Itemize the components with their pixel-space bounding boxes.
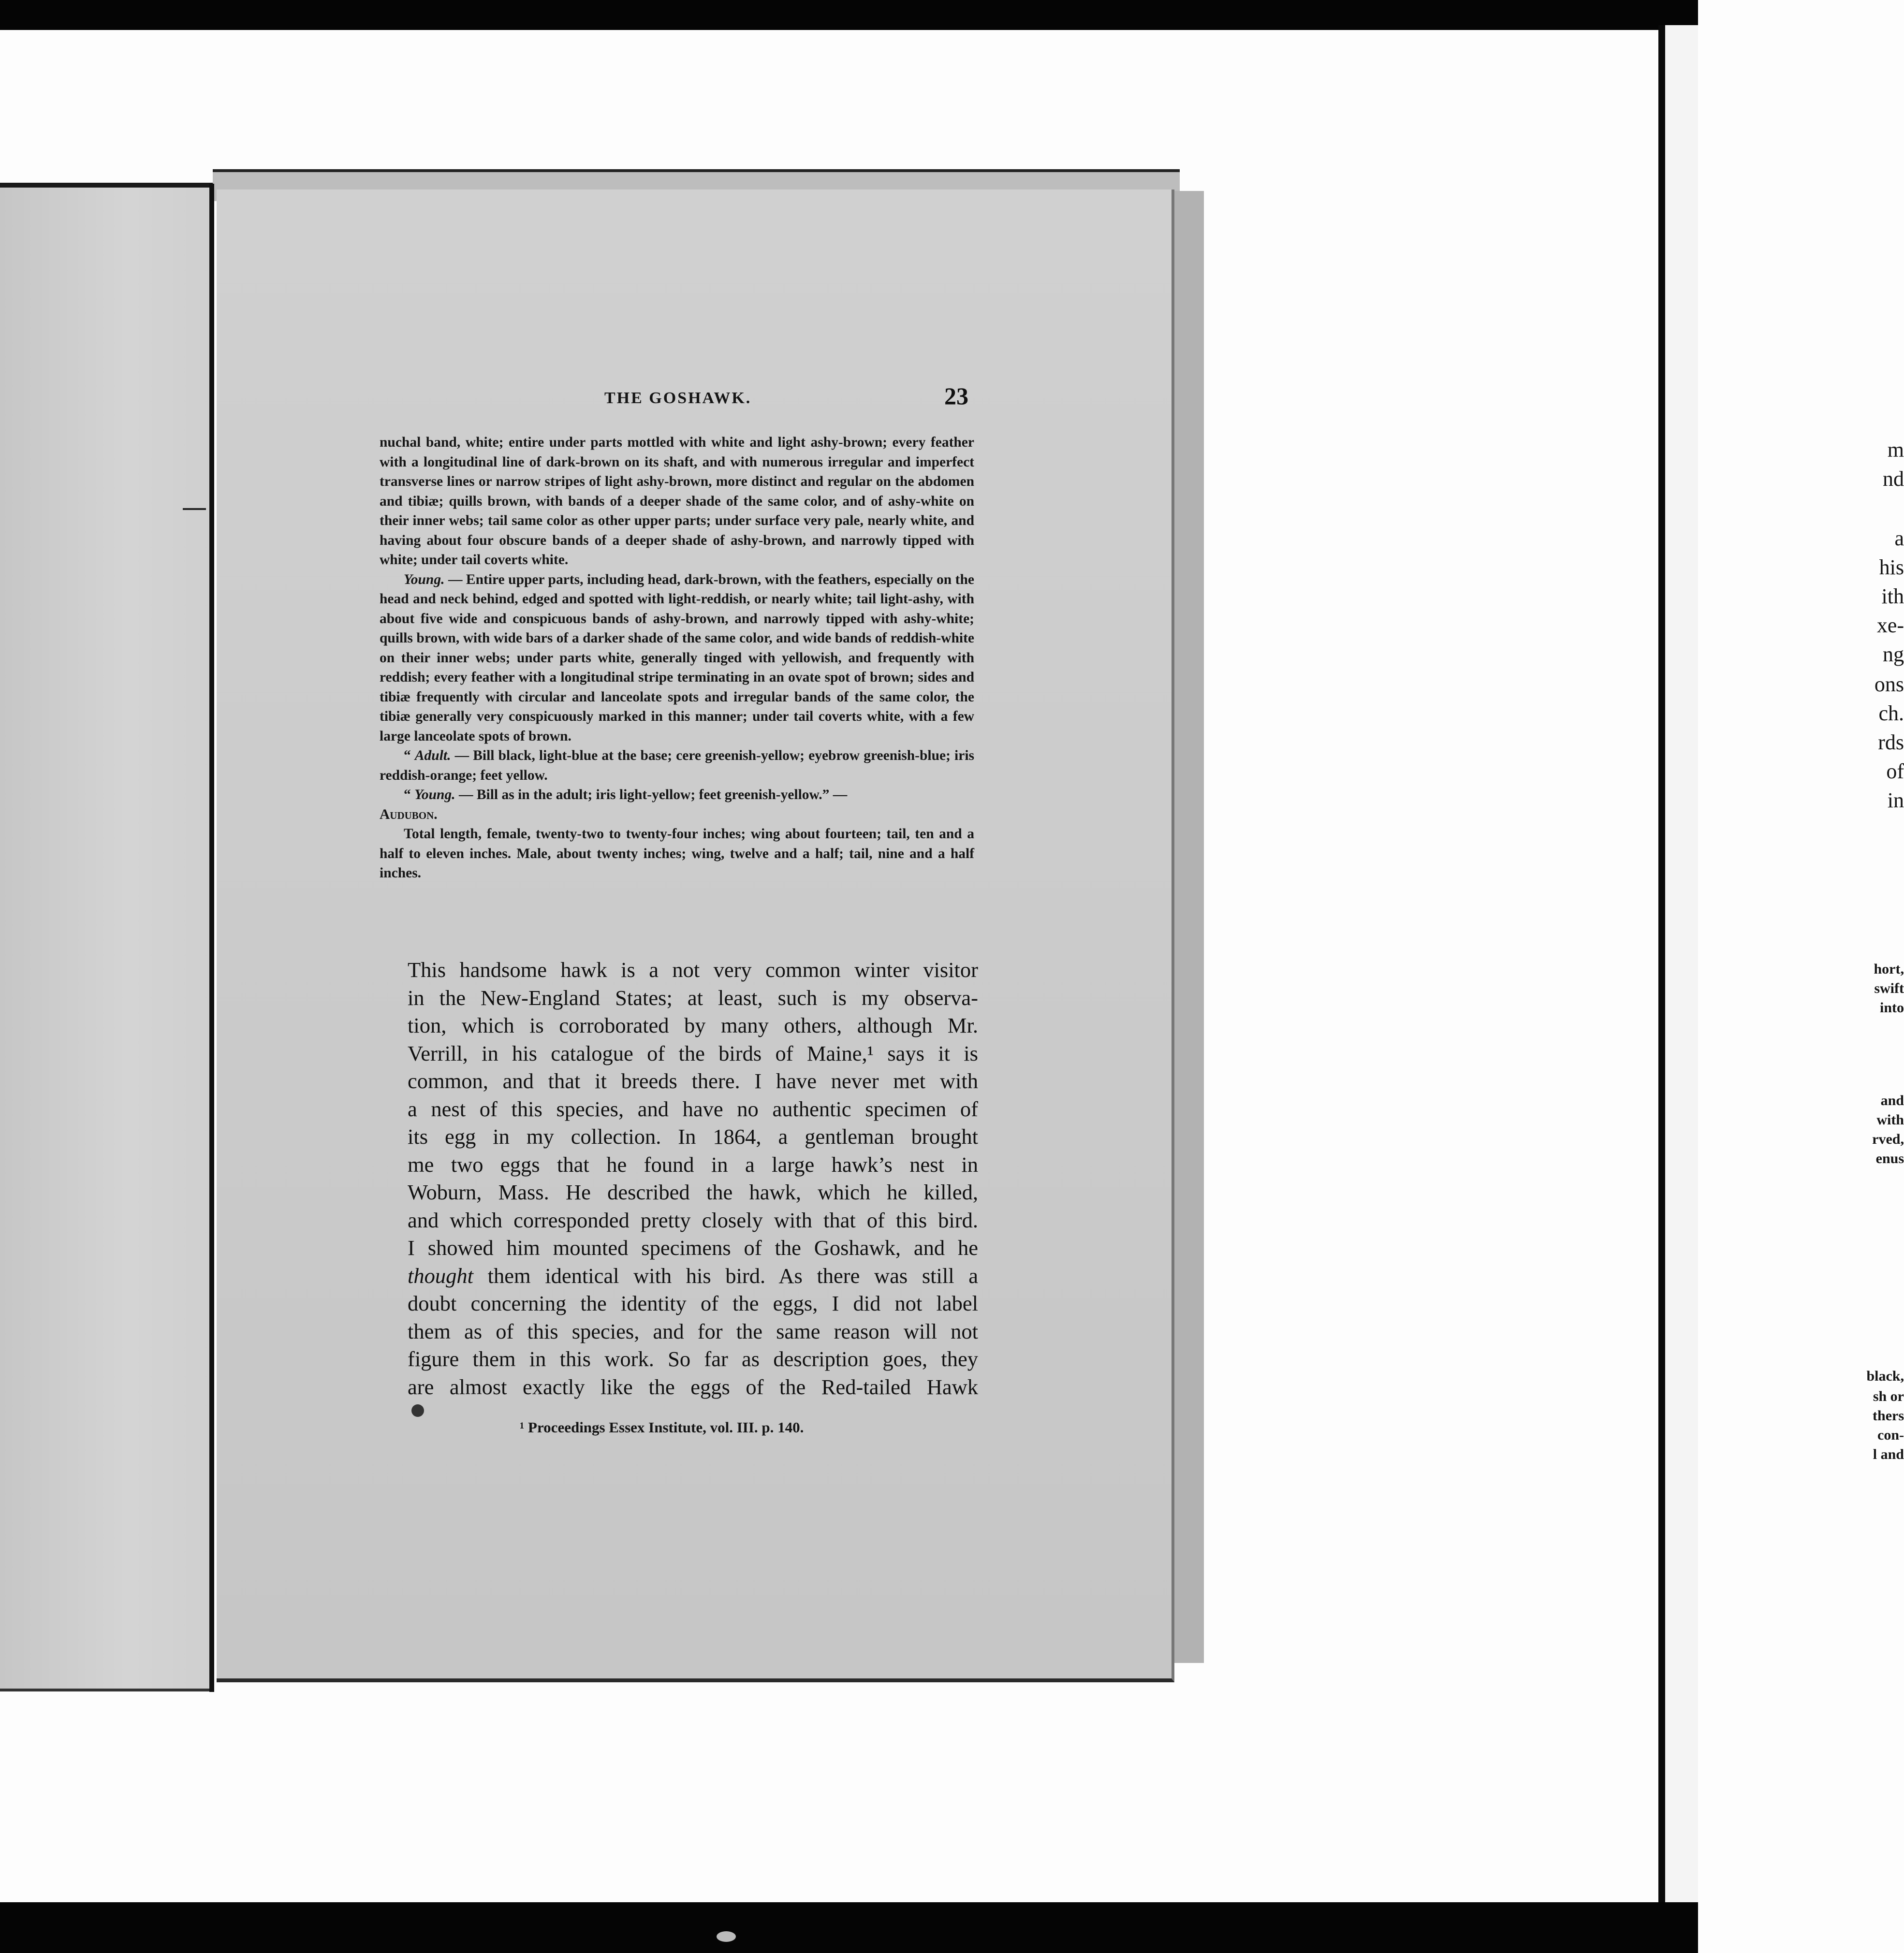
film-margin-right xyxy=(1665,25,1698,1906)
body-line: I showed him mounted specimens of the Goshawk, and he xyxy=(408,1236,978,1260)
left-page-fragment: thers xyxy=(1873,1408,1904,1424)
left-page-fragment: in xyxy=(1887,788,1904,812)
description-adult: “ Adult. — Bill black, light-blue at the base; cere greenish-yellow; eyebrow greenish-blue; iris reddish-orange; feet yellow. xyxy=(380,748,975,783)
body-line: common, and that it breeds there. I have never met with xyxy=(408,1069,978,1093)
body-line: are almost exactly like the eggs of the Red-tailed Hawk xyxy=(408,1374,978,1399)
left-page-fragment: and xyxy=(1880,1093,1904,1108)
left-page-fragment: into xyxy=(1879,1000,1904,1016)
audubon-attribution: Audubon. xyxy=(380,806,438,822)
body-line: me two eggs that he found in a large hawk’s nest in xyxy=(408,1152,978,1177)
film-border-right xyxy=(1658,25,1665,1906)
body-line: doubt concerning the identity of the eggs, I did not label xyxy=(408,1291,978,1315)
film-border-bottom xyxy=(0,1902,1698,1953)
description-measurements: Total length, female, twenty-two to twenty-four inches; wing about fourteen; tail, ten and a half to eleven inches. Male, about twenty inches; wing, twelve and a half; tail, nine and a half inches. xyxy=(380,826,974,881)
running-head: THE GOSHAWK. xyxy=(604,389,752,407)
left-page-fragment: l and xyxy=(1873,1446,1904,1462)
left-page-fragment: of xyxy=(1886,759,1904,783)
left-page-fragment: nd xyxy=(1883,467,1904,491)
left-page-fragment: rved, xyxy=(1872,1131,1904,1147)
left-page-fragment: with xyxy=(1876,1112,1904,1128)
left-page-fragment: xe- xyxy=(1876,613,1904,637)
body-line: a nest of this species, and have no authentic specimen of xyxy=(408,1096,978,1121)
left-page xyxy=(0,183,213,1691)
film-border-top xyxy=(0,0,1698,30)
body-line: Verrill, in his catalogue of the birds of Maine,¹ says it is xyxy=(408,1041,978,1065)
left-page-fragment: con- xyxy=(1877,1427,1904,1443)
body-line: This handsome hawk is a not very common winter visitor xyxy=(408,958,978,982)
description-paragraph: nuchal band, white; entire under parts mottled with white and light ashy-brown; every feather with a longitudinal line of dark-brown on its shaft, and with numerous irregular and imperfect transverse lines or narrow stripes of light ashy-brown, more distinct and regular on the abdomen and tibiæ; quills brown, with bands of a deeper shade of the same color, and of ashy-white on their inner webs; tail same color as other upper parts; under surface very pale, nearly white, and having about four obscure bands of a deeper shade of ashy-brown, and narrowly tipped with white; under tail coverts white. xyxy=(380,435,974,568)
left-page-fragment: a xyxy=(1894,526,1904,550)
body-line: and which corresponded pretty closely with that of this bird. xyxy=(408,1208,978,1232)
page-number: 23 xyxy=(944,382,968,409)
body-line: thought them identical with his bird. As there was still a xyxy=(408,1263,978,1288)
body-line: Woburn, Mass. He described the hawk, which he killed, xyxy=(408,1180,978,1204)
bird-description xyxy=(380,433,974,883)
body-line: figure them in this work. So far as description goes, they xyxy=(408,1347,978,1371)
left-page-fragment: black, xyxy=(1866,1368,1904,1384)
left-page-fragment: ith xyxy=(1881,584,1904,608)
young-label: Young. xyxy=(404,571,445,587)
left-page-fragment: m xyxy=(1887,438,1904,462)
footnote: ¹ Proceedings Essex Institute, vol. III. p. 140. xyxy=(520,1419,804,1436)
description-young xyxy=(380,570,974,746)
young2-label: Young. xyxy=(414,787,455,802)
left-page-fragment: swift xyxy=(1874,980,1904,996)
left-page-fragment: enus xyxy=(1875,1151,1904,1166)
adult-label: Adult. xyxy=(414,748,451,763)
left-page-fragment: hort, xyxy=(1874,961,1904,977)
film-reel-mark xyxy=(717,1931,736,1942)
left-page-fragment: rds xyxy=(1878,730,1904,754)
left-page-rule xyxy=(183,508,206,510)
left-page-fragment: sh or xyxy=(1873,1388,1904,1404)
left-page-fragment: ng xyxy=(1883,642,1904,666)
book-spine xyxy=(209,184,214,1692)
body-italic-word: thought xyxy=(408,1263,473,1288)
left-page-fragment: ch. xyxy=(1878,701,1904,725)
body-line: in the New-England States; at least, such is my observa- xyxy=(408,985,978,1010)
body-line: them as of this species, and for the same reason will not xyxy=(408,1319,978,1343)
adult-text: — Bill black, light-blue at the base; cere greenish-yellow; eyebrow greenish-blue; iris reddish-orange; feet yellow. xyxy=(380,748,975,783)
body-line: its egg in my collection. In 1864, a gentleman brought xyxy=(408,1124,978,1149)
description-young-2: “ Young. — Bill as in the adult; iris light-yellow; feet greenish-yellow.” — Audubon. xyxy=(380,787,848,822)
left-page-fragment: his xyxy=(1879,555,1904,579)
left-page-fragment: ons xyxy=(1874,672,1904,696)
ink-smudge xyxy=(411,1404,424,1417)
body-text xyxy=(408,956,978,1401)
body-line: tion, which is corroborated by many others, although Mr. xyxy=(408,1013,978,1037)
young2-text: — Bill as in the adult; iris light-yellow; feet greenish-yellow.” — xyxy=(455,787,848,802)
right-page xyxy=(217,189,1174,1682)
young-text: — Entire upper parts, including head, dark-brown, with the feathers, especially on the head and neck behind, edged and spotted with light-reddish, or nearly white; tail light-ashy, with about five wide and conspicuous bands of ashy-brown, and narrowly tipped with ashy-white; quills brown, with wide bars of a darker shade of the same color, and wide bands of reddish-white on their inner webs; under parts white, generally tinged with yellowish, and frequently with reddish; every feather with a longitudinal stripe terminating in an ovate spot of brown; sides and tibiæ frequently with circular and lanceolate spots and irregular bands of the same color, the tibiæ generally very conspicuously marked in this manner; under tail coverts white, with a few large lanceolate spots of brown. xyxy=(380,571,974,744)
